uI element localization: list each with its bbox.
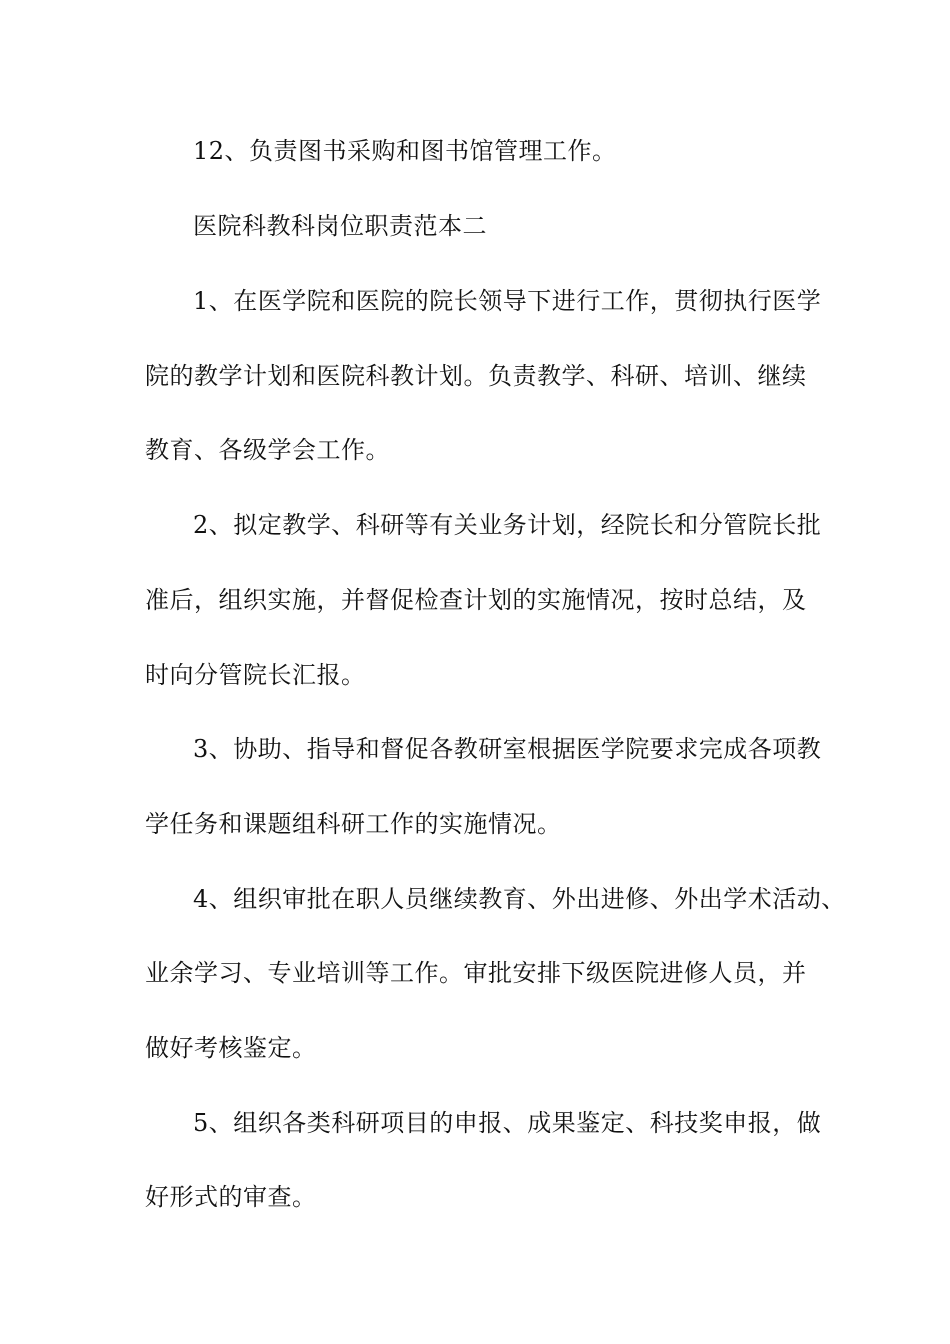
paragraph-line-item5: 5、组织各类科研项目的申报、成果鉴定、科技奖申报，做	[193, 1109, 822, 1137]
paragraph-line-item3: 3、协助、指导和督促各教研室根据医学院要求完成各项教	[193, 735, 822, 763]
paragraph-line: 好形式的审查。	[145, 1183, 317, 1211]
paragraph-line: 学任务和课题组科研工作的实施情况。	[145, 810, 562, 838]
paragraph-line-item2: 2、拟定教学、科研等有关业务计划，经院长和分管院长批	[193, 511, 822, 539]
paragraph-line: 教育、各级学会工作。	[145, 436, 390, 464]
paragraph-line: 业余学习、专业培训等工作。审批安排下级医院进修人员，并	[145, 959, 807, 987]
paragraph-line: 做好考核鉴定。	[145, 1034, 317, 1062]
paragraph-line: 院的教学计划和医院科教计划。负责教学、科研、培训、继续	[145, 362, 807, 390]
paragraph-line: 准后，组织实施，并督促检查计划的实施情况，按时总结，及	[145, 586, 807, 614]
section-heading: 医院科教科岗位职责范本二	[193, 212, 487, 240]
paragraph-line-item12: 12、负责图书采购和图书馆管理工作。	[193, 137, 617, 165]
paragraph-line-item1: 1、在医学院和医院的院长领导下进行工作，贯彻执行医学	[193, 287, 822, 315]
paragraph-line: 时向分管院长汇报。	[145, 661, 366, 689]
paragraph-line-item4: 4、组织审批在职人员继续教育、外出进修、外出学术活动、	[193, 885, 846, 913]
